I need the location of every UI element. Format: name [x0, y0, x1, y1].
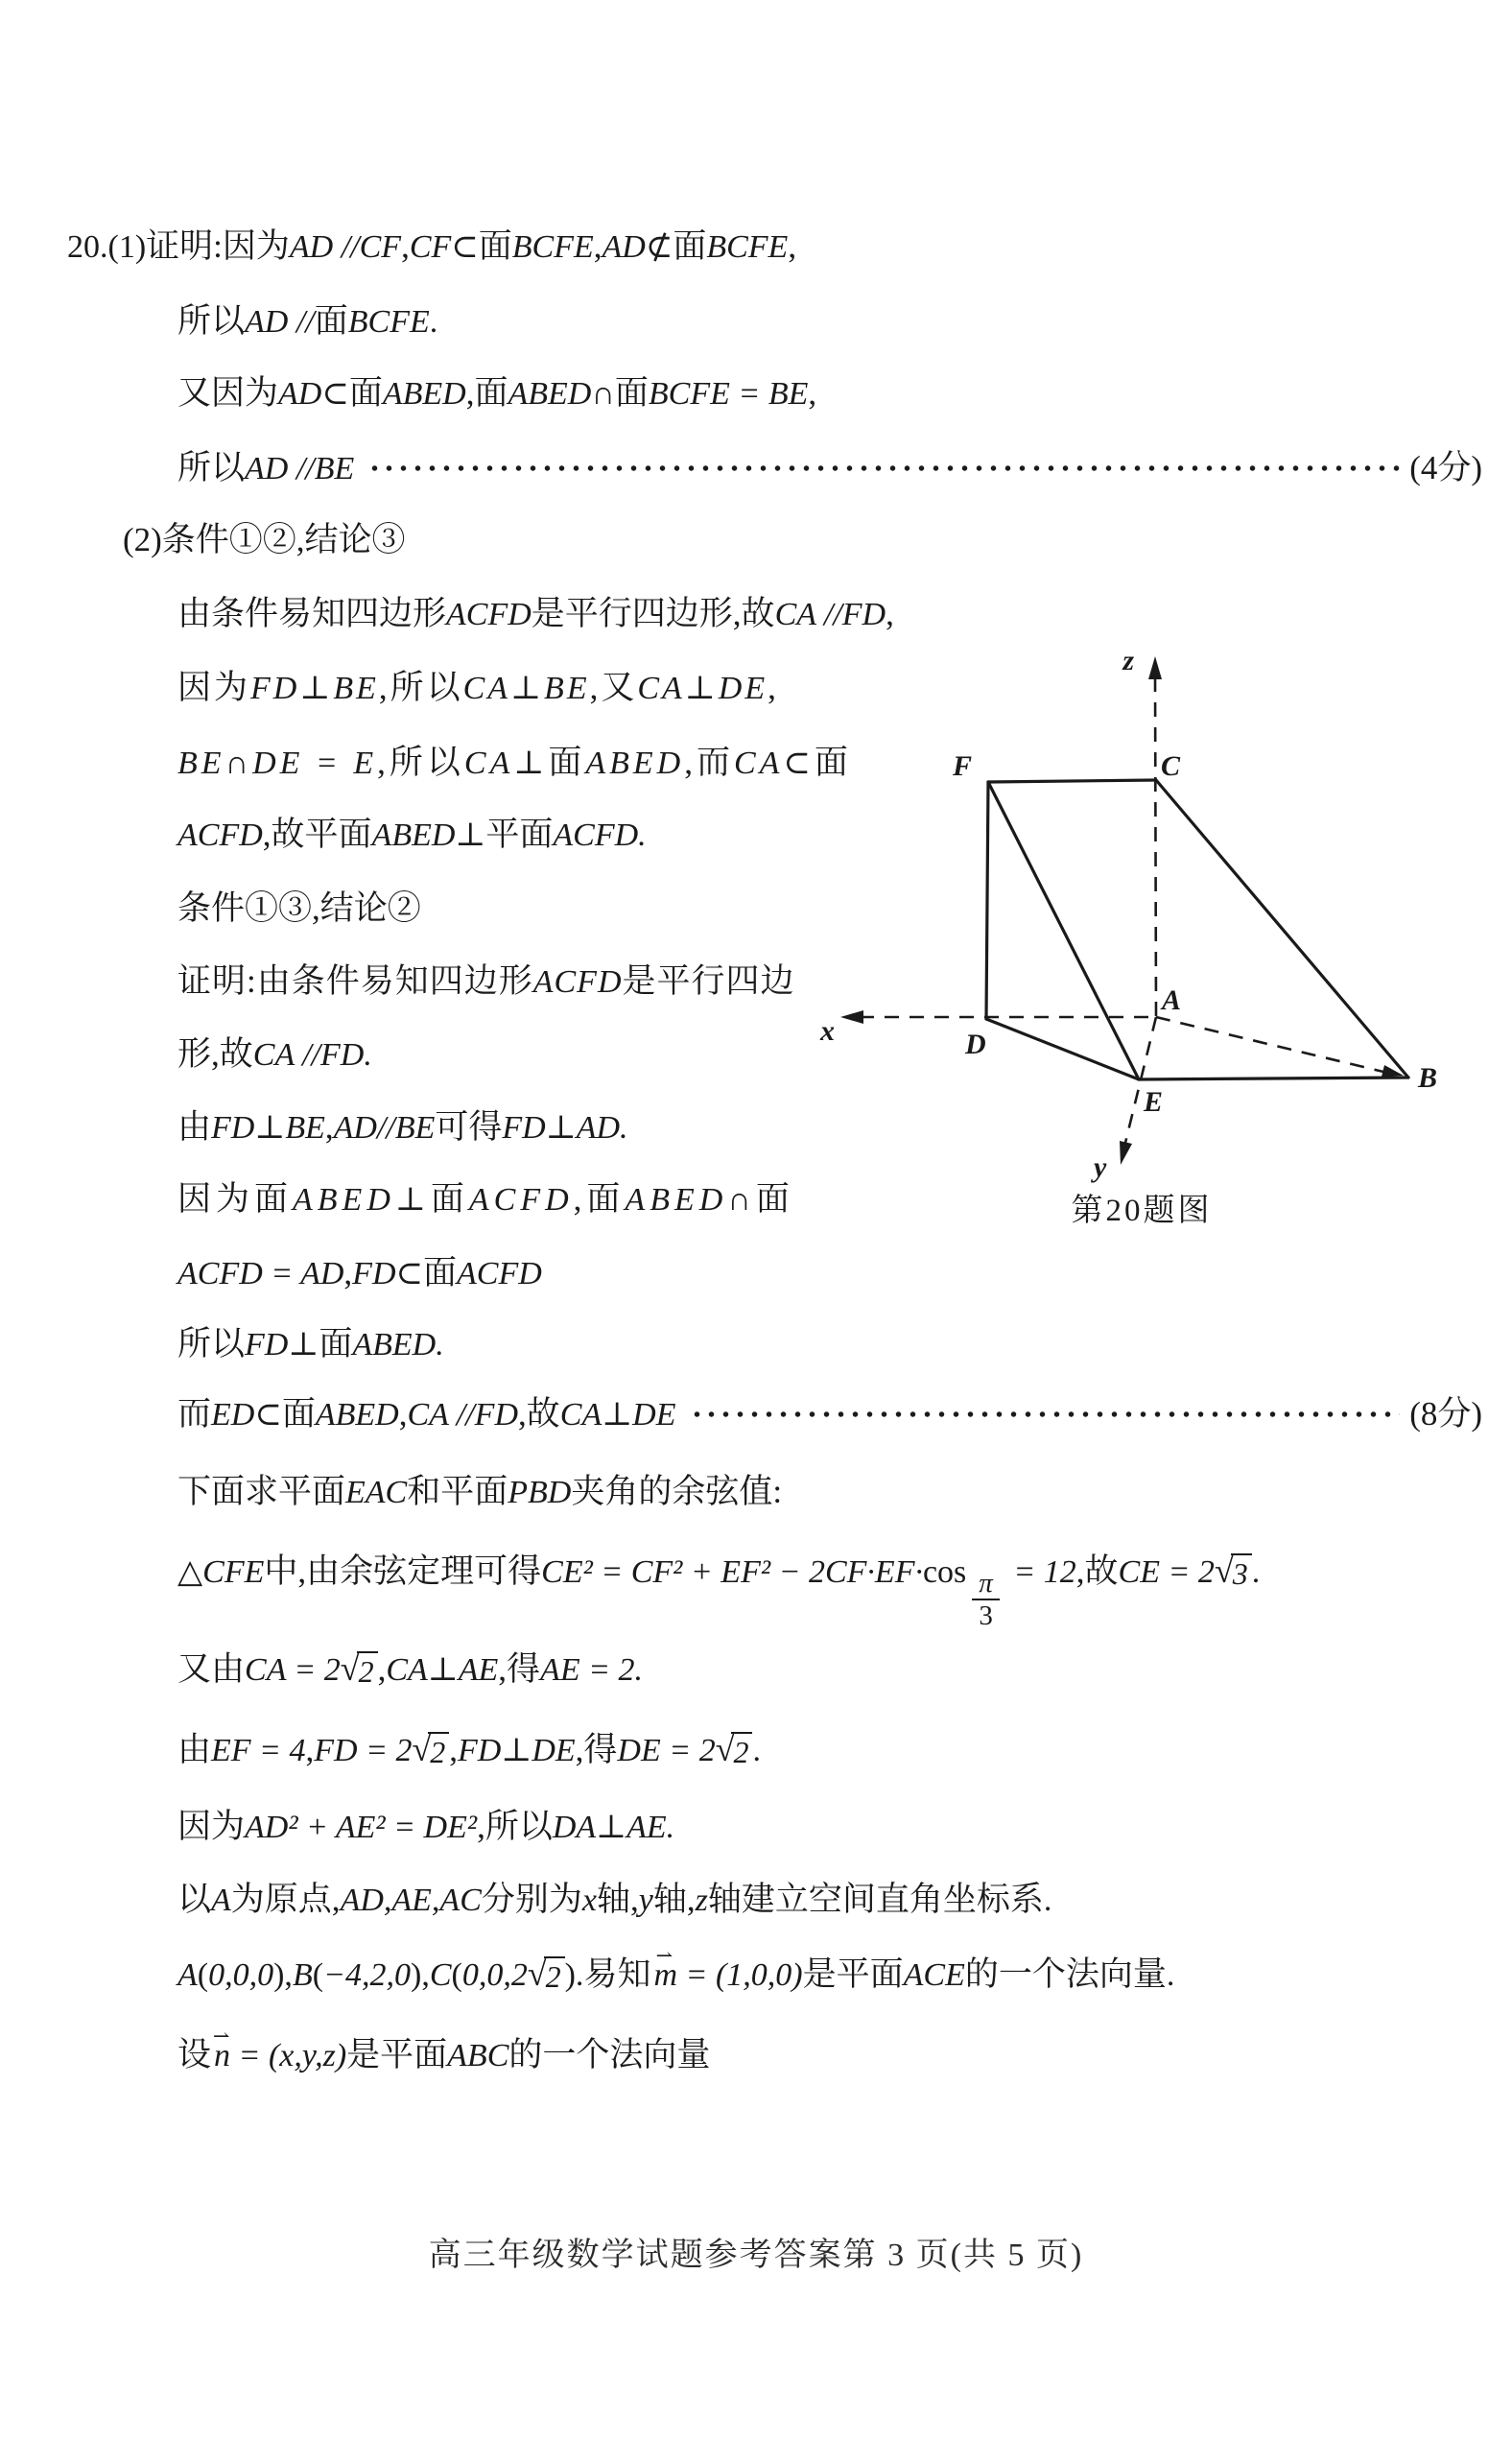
- text-seg: ACFD: [532, 964, 623, 1000]
- text-seg: 是平行四边: [622, 962, 795, 1000]
- text-seg: ,所以: [477, 1808, 553, 1845]
- text-seg: AD⊂: [278, 376, 349, 412]
- text-seg: 为原点,: [230, 1881, 341, 1918]
- text-seg: 又因为: [177, 374, 279, 412]
- text-seg: EAC: [345, 1475, 408, 1510]
- text-seg: 和平面: [407, 1473, 508, 1510]
- text-seg: ACFD: [457, 1256, 542, 1291]
- text-line: [123, 513, 406, 561]
- figure-20-diagram: [796, 614, 1506, 1247]
- text-seg: = 12: [1004, 1554, 1076, 1590]
- x-axis-arrow: [840, 1010, 863, 1024]
- edge-DE: [986, 1019, 1139, 1079]
- text-seg: 面: [319, 1325, 353, 1362]
- text-seg: ,得: [575, 1731, 618, 1768]
- text-seg: ACFD.: [553, 817, 647, 853]
- text-seg: C: [429, 1957, 452, 1993]
- text-line: [177, 882, 421, 930]
- text-seg: 而: [177, 1395, 212, 1433]
- z-axis: [1155, 677, 1156, 1017]
- text-seg: ,故: [1075, 1552, 1119, 1590]
- text-seg: ABC: [447, 2038, 509, 2073]
- page-footer: 高三年级数学试题参考答案第 3 页(共 5 页): [428, 2238, 1084, 2273]
- text-seg: CA⊂: [733, 746, 815, 781]
- text-seg: AE = 2.: [540, 1652, 644, 1688]
- text-seg: 面: [422, 1254, 457, 1291]
- text-seg: ABED: [585, 746, 685, 781]
- text-seg: AD,AE,AC: [340, 1883, 482, 1918]
- text-seg: 面: [814, 744, 852, 781]
- text-seg: (8分): [1409, 1395, 1482, 1433]
- text-seg: 轴,: [652, 1881, 696, 1918]
- text-seg: ABED.: [352, 1327, 444, 1362]
- text-seg: AD² + AE² = DE²: [245, 1810, 478, 1845]
- text-seg: 面: [755, 1180, 794, 1218]
- text-seg: PBD: [508, 1475, 572, 1510]
- text-line: [177, 1028, 372, 1076]
- text-seg: B: [292, 1957, 313, 1993]
- text-line: [177, 808, 647, 856]
- text-seg: x: [581, 1883, 597, 1918]
- text-seg: ,面: [573, 1180, 626, 1218]
- radical: √ 2: [528, 1956, 565, 1995]
- text-seg: ,所以: [378, 669, 463, 706]
- text-seg: 因为: [177, 669, 251, 706]
- text-seg: 面: [673, 227, 707, 265]
- text-line: [177, 1643, 643, 1691]
- axis-label-y: y: [1094, 1151, 1107, 1183]
- text-seg: A: [177, 1957, 198, 1993]
- text-seg: 面: [548, 744, 586, 781]
- vertex-label-C: C: [1161, 750, 1181, 782]
- edge-AB-hidden: [1156, 1017, 1383, 1072]
- text-seg: = (x,y,z): [230, 2038, 347, 2073]
- text-line: [177, 295, 437, 343]
- text-seg: FD⊥AD.: [502, 1110, 628, 1146]
- radical: √ 2: [413, 1732, 450, 1770]
- text-seg: ,得: [498, 1650, 541, 1688]
- text-seg: ,: [768, 669, 779, 706]
- text-seg: BCFE: [347, 304, 430, 340]
- text-seg: 面: [430, 1180, 469, 1218]
- text-seg: 面: [614, 374, 649, 412]
- text-seg: △: [177, 1554, 203, 1590]
- text-seg: CA //FD: [774, 597, 886, 632]
- text-seg: AD //CF: [289, 229, 402, 265]
- vertex-label-F: F: [953, 750, 973, 782]
- text-seg: (2)条件①②,结论③: [123, 521, 406, 558]
- text-seg: 以: [177, 1881, 212, 1918]
- text-line: [177, 1948, 1174, 1996]
- text-seg: 下面求平面: [177, 1473, 346, 1510]
- text-seg: ,: [377, 1650, 387, 1688]
- text-seg: ,: [398, 1395, 408, 1433]
- radical: √ 2: [341, 1651, 378, 1690]
- y-axis-arrow: [1120, 1141, 1132, 1165]
- edge-FC: [988, 780, 1156, 782]
- edge-FD: [986, 782, 988, 1019]
- text-seg: AD //: [245, 304, 315, 340]
- text-seg: 证明:因为: [146, 227, 290, 265]
- text-seg: ,: [593, 227, 602, 265]
- text-seg: ABED: [382, 376, 466, 412]
- axis-label-x: x: [820, 1015, 835, 1047]
- text-seg: ,故: [518, 1395, 560, 1433]
- text-seg: ,: [808, 374, 817, 412]
- text-seg: = (1,0,0): [677, 1957, 803, 1993]
- text-seg: z: [695, 1883, 708, 1918]
- dotted-leader: [690, 1409, 1401, 1420]
- axis-label-z: z: [1122, 645, 1134, 676]
- text-seg: (: [451, 1957, 462, 1993]
- text-seg: 证明:由条件易知四边形: [177, 962, 533, 1000]
- text-seg: 易知: [583, 1955, 651, 1993]
- text-seg: 0,0,0: [208, 1957, 274, 1993]
- edge-EB: [1139, 1078, 1408, 1079]
- text-seg: 所以: [177, 1325, 246, 1362]
- text-line: [177, 736, 852, 784]
- text-seg: ),: [273, 1957, 293, 1993]
- text-seg: FD⊂: [352, 1256, 423, 1291]
- text-seg: ,: [343, 1254, 353, 1291]
- text-line: [177, 1317, 444, 1365]
- text-seg: (: [312, 1957, 324, 1993]
- text-seg: 可得: [435, 1108, 503, 1146]
- text-line: [177, 2028, 710, 2076]
- text-seg: ,: [401, 227, 410, 265]
- text-seg: CA⊥DE: [559, 1397, 676, 1433]
- text-line: [177, 587, 894, 635]
- text-seg: ABED∩: [508, 376, 615, 412]
- text-seg: FD⊥: [245, 1327, 319, 1362]
- text-seg: BE∩DE = E: [177, 746, 378, 781]
- text-seg: ACE: [903, 1957, 965, 1993]
- text-seg: ).: [564, 1957, 584, 1993]
- text-line: [177, 1873, 1051, 1921]
- text-seg: FD⊥BE: [211, 1110, 325, 1146]
- text-seg: 的一个法向量: [508, 2036, 711, 2073]
- text-seg: 夹角的余弦值:: [571, 1473, 783, 1510]
- text-line: [177, 1173, 794, 1220]
- text-seg: 中,由余弦定理可得: [264, 1552, 542, 1590]
- text-seg: ,又: [589, 669, 638, 706]
- text-seg: ACFD: [177, 817, 263, 853]
- text-seg: AD⊄: [602, 229, 673, 265]
- text-seg: 由: [177, 1108, 212, 1146]
- vertex-label-E: E: [1144, 1086, 1164, 1118]
- text-seg: ,面: [465, 374, 508, 412]
- text-line: [177, 661, 779, 709]
- text-seg: AD //BE: [245, 451, 355, 486]
- text-seg: ,所以: [377, 744, 464, 781]
- text-seg: 轴建立空间直角坐标系: [707, 1881, 1044, 1918]
- text-seg: ACFD: [468, 1182, 574, 1218]
- text-seg: ABED∩: [625, 1182, 756, 1218]
- text-line: [177, 441, 1482, 489]
- text-seg: CA = 2: [245, 1652, 341, 1688]
- vector-symbol: m ⇀: [653, 1957, 677, 1994]
- text-seg: .: [1043, 1883, 1052, 1918]
- text-seg: DA⊥AE.: [552, 1810, 675, 1845]
- text-seg: .: [1251, 1554, 1261, 1590]
- text-seg: 所以: [177, 302, 246, 340]
- text-seg: FD⊥DE: [458, 1733, 576, 1768]
- text-seg: CA⊥AE: [386, 1652, 499, 1688]
- text-line: [177, 367, 816, 415]
- text-seg: ABED⊥: [293, 1182, 431, 1218]
- text-seg: y: [638, 1883, 653, 1918]
- vertex-label-D: D: [965, 1029, 986, 1060]
- text-line: [67, 220, 796, 268]
- text-seg: ),: [411, 1957, 430, 1993]
- text-seg: 20.(1): [67, 229, 147, 265]
- z-axis-arrow: [1148, 656, 1162, 679]
- text-seg: .: [429, 304, 438, 340]
- vector-symbol: n ⇀: [214, 2038, 230, 2074]
- text-line: [177, 1465, 782, 1513]
- text-seg: ,: [788, 227, 797, 265]
- text-seg: ,故平面: [262, 816, 372, 853]
- text-seg: ,: [305, 1731, 315, 1768]
- text-seg: ED⊂: [211, 1397, 282, 1433]
- text-seg: AD//BE: [333, 1110, 436, 1146]
- text-line: [177, 1545, 1261, 1632]
- figure-caption: 第20题图: [1071, 1194, 1213, 1228]
- text-seg: DE = 2: [617, 1733, 716, 1768]
- text-seg: 条件①③,结论②: [177, 889, 421, 927]
- text-seg: CA //FD: [407, 1397, 518, 1433]
- text-seg: 因为: [177, 1808, 246, 1845]
- text-seg: ABED: [315, 1397, 399, 1433]
- dotted-leader: [367, 462, 1400, 474]
- text-seg: 面: [314, 302, 348, 340]
- text-seg: 设: [177, 2036, 212, 2073]
- text-line: [177, 955, 795, 1003]
- radical: √ 2: [716, 1732, 753, 1770]
- text-seg: CA⊥: [463, 746, 549, 781]
- text-seg: ,: [886, 595, 894, 632]
- text-seg: 形,故: [177, 1035, 253, 1073]
- text-seg: CA //FD.: [252, 1037, 372, 1073]
- text-seg: −4,2,0: [323, 1957, 411, 1993]
- text-seg: ,而: [684, 744, 734, 781]
- edge-CB: [1156, 780, 1408, 1078]
- text-line: [177, 1800, 674, 1848]
- fraction: $\frac{\pi}{3}$: [972, 1569, 1000, 1631]
- text-seg: 是平面: [802, 1955, 904, 1993]
- text-seg: FD = 2: [314, 1733, 413, 1768]
- text-seg: 所以: [177, 449, 246, 486]
- text-seg: 分别为: [481, 1881, 582, 1918]
- text-seg: 的一个法向量: [964, 1955, 1167, 1993]
- text-seg: 由条件易知四边形: [177, 595, 447, 632]
- radical: √ 3: [1215, 1553, 1252, 1592]
- text-seg: ,: [449, 1731, 459, 1768]
- text-seg: .: [1166, 1957, 1175, 1993]
- text-seg: 0,0,2: [461, 1957, 528, 1993]
- text-seg: FD⊥BE: [250, 671, 379, 706]
- text-seg: CE² = CF² + EF² − 2CF·EF·: [541, 1554, 923, 1590]
- text-seg: cos: [922, 1554, 967, 1590]
- text-seg: 又由: [177, 1650, 246, 1688]
- text-seg: 轴,: [596, 1881, 639, 1918]
- text-seg: CA⊥DE: [637, 671, 768, 706]
- text-seg: CE = 2: [1118, 1554, 1215, 1590]
- text-seg: 是平行四边形,故: [531, 595, 775, 632]
- text-seg: 是平面: [346, 2036, 448, 2073]
- vertex-label-B: B: [1418, 1062, 1438, 1094]
- text-seg: CFE: [202, 1554, 265, 1590]
- text-seg: (: [197, 1957, 209, 1993]
- text-seg: CF⊂: [409, 229, 479, 265]
- text-line: [177, 1101, 628, 1149]
- text-seg: 平面: [485, 816, 554, 853]
- text-seg: EF = 4: [211, 1733, 306, 1768]
- text-seg: (4分): [1409, 449, 1482, 486]
- text-seg: 由: [177, 1731, 212, 1768]
- text-seg: 面: [281, 1395, 316, 1433]
- text-seg: .: [752, 1733, 761, 1768]
- text-seg: ,: [324, 1108, 334, 1146]
- text-seg: 面: [348, 374, 383, 412]
- text-seg: ACFD = AD: [177, 1256, 344, 1291]
- text-seg: A: [211, 1883, 231, 1918]
- text-seg: BCFE: [511, 229, 594, 265]
- text-seg: 因为面: [177, 1180, 294, 1218]
- text-seg: BCFE: [706, 229, 789, 265]
- vertex-label-A: A: [1162, 984, 1182, 1016]
- text-line: [177, 1723, 761, 1771]
- text-seg: 面: [478, 227, 512, 265]
- text-line: [177, 1387, 1482, 1435]
- edge-FE: [988, 782, 1139, 1079]
- text-seg: CA⊥BE: [462, 671, 590, 706]
- text-seg: ACFD: [446, 597, 532, 632]
- text-seg: BCFE = BE: [648, 376, 809, 412]
- text-seg: ABED⊥: [371, 817, 486, 853]
- text-line: [177, 1246, 542, 1294]
